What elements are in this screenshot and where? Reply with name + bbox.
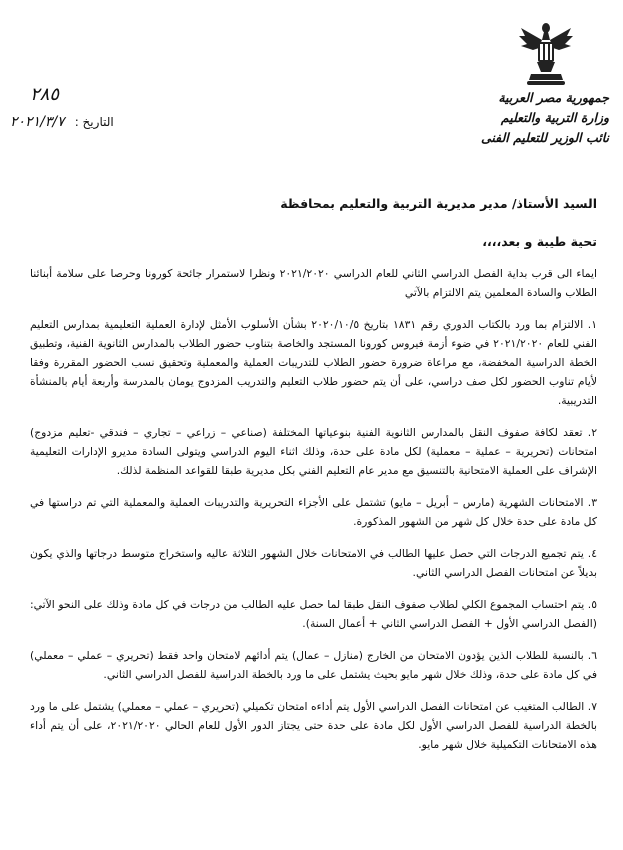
eagle-emblem-icon — [517, 18, 575, 88]
clause-4: ٤. يتم تجميع الدرجات التي حصل عليها الطالب في الامتحانات خلال الشهور الثلاثة عاليه واستخراج متوسط درجاتها والذي يكون بديلاً عن امتحانات الفصل الدراسي الثاني. — [30, 547, 597, 579]
country-name: جمهورية مصر العربية — [498, 90, 609, 105]
clause-3: ٣. الامتحانات الشهرية (مارس – أبريل – مايو) تشتمل على الأجزاء التحريرية والتدريبات العملية والمعملية التي تم دراستها في كل مادة على حدة خلال كل شهر من الشهور المذكورة. — [30, 496, 597, 528]
addressee-line: السيد الأستاذ/ مدير مديرية التربية والتعليم بمحافظة — [280, 196, 597, 211]
clause-2: ٢. تعقد لكافة صفوف النقل بالمدارس الثانوية الفنية بنوعياتها المختلفة (صناعي – زراعي – تجاري – فندقي -تعليم مزدوج) امتحانات (تحريرية – عملية – معملية) لكل مادة على حدة، وذلك اثناء اليوم الدراسي ويتولى السادة مديرو الإدارات التعليمية الإشراف على العملية الامتحانية بالتنسيق مع مدير عام التعليم الفني بكل مديرية طبقا للقواعد المنظمة لذلك. — [30, 426, 597, 477]
letter-body — [30, 264, 597, 767]
clause-5: ٥. يتم احتساب المجموع الكلي لطلاب صفوف النقل طبقا لما حصل عليه الطالب من درجات في كل مادة وذلك على النحو الآتي: (الفصل الدراسي الأول + الفصل الدراسي الثاني + أعمال السنة). — [30, 598, 597, 630]
intro-paragraph: ايماء الى قرب بداية الفصل الدراسي الثاني للعام الدراسي ٢٠٢١/٢٠٢٠ ونظرا لاستمرار جائحة كورونا وحرصا على سلامة أبنائنا الطلاب والسادة المعلمين يتم الالتزام بالآتي — [30, 267, 597, 299]
ministry-name: وزارة التربية والتعليم — [500, 110, 609, 125]
reference-number: ٢٨٥ — [30, 84, 60, 105]
date-label: التاريخ : — [74, 115, 114, 129]
ministry-header — [459, 88, 609, 148]
clause-1: ١. الالتزام بما ورد بالكتاب الدوري رقم ١٨٣١ بتاريخ ٢٠٢٠/١٠/٥ بشأن الأسلوب الأمثل لإدارة العملية التعليمية بمدارس التعليم الفني للعام ٢٠٢١/٢٠٢٠ في ضوء أزمة فيروس كورونا المستجد والخاصة بتناوب حضور الطلاب بالمدارس الثانوية الفنية، وتطبيق الخطة الدراسية المخفضة، مع مراعاة ضرورة حضور الطلاب للتدريبات العملية والمعملية وتحقيق نسب الحضور المقررة وفقا لأيام تناوب الحضور لكل صف دراسي، على أن يتم حضور طلاب التعليم والتدريب المزدوج يومان بالمدرسة وأربعة أيام بالمنشأة التدريبية. — [30, 318, 598, 407]
date-line — [10, 114, 114, 130]
greeting-line: تحية طيبة و بعد،،،، — [482, 234, 597, 249]
clause-6: ٦. بالنسبة للطلاب الذين يؤدون الامتحان من الخارج (منازل – عمال) يتم أدائهم لامتحان واحد فقط (تحريري – عملي – معملي) في كل مادة على حدة، وذلك خلال شهر مايو بحيث يشتمل على ما ورد بالخطة الدراسية للفصل الدراسي الثاني. — [30, 649, 597, 681]
office-name: نائب الوزير للتعليم الفنى — [480, 130, 609, 145]
date-value: ٢٠٢١/٣/٧ — [10, 114, 65, 130]
clause-7: ٧. الطالب المتغيب عن امتحانات الفصل الدراسي الأول يتم أداءه امتحان تكميلي (تحريري – عملي – معملي) يشتمل على ما ورد بالخطة الدراسية للفصل الدراسي الأول لكل مادة على حدة حتى يجتاز الدور الأول للعام الحالي ٢٠٢١/٢٠٢٠، على أن يتم أداء هذه الامتحانات التكميلية خلال شهر مايو. — [30, 700, 597, 751]
